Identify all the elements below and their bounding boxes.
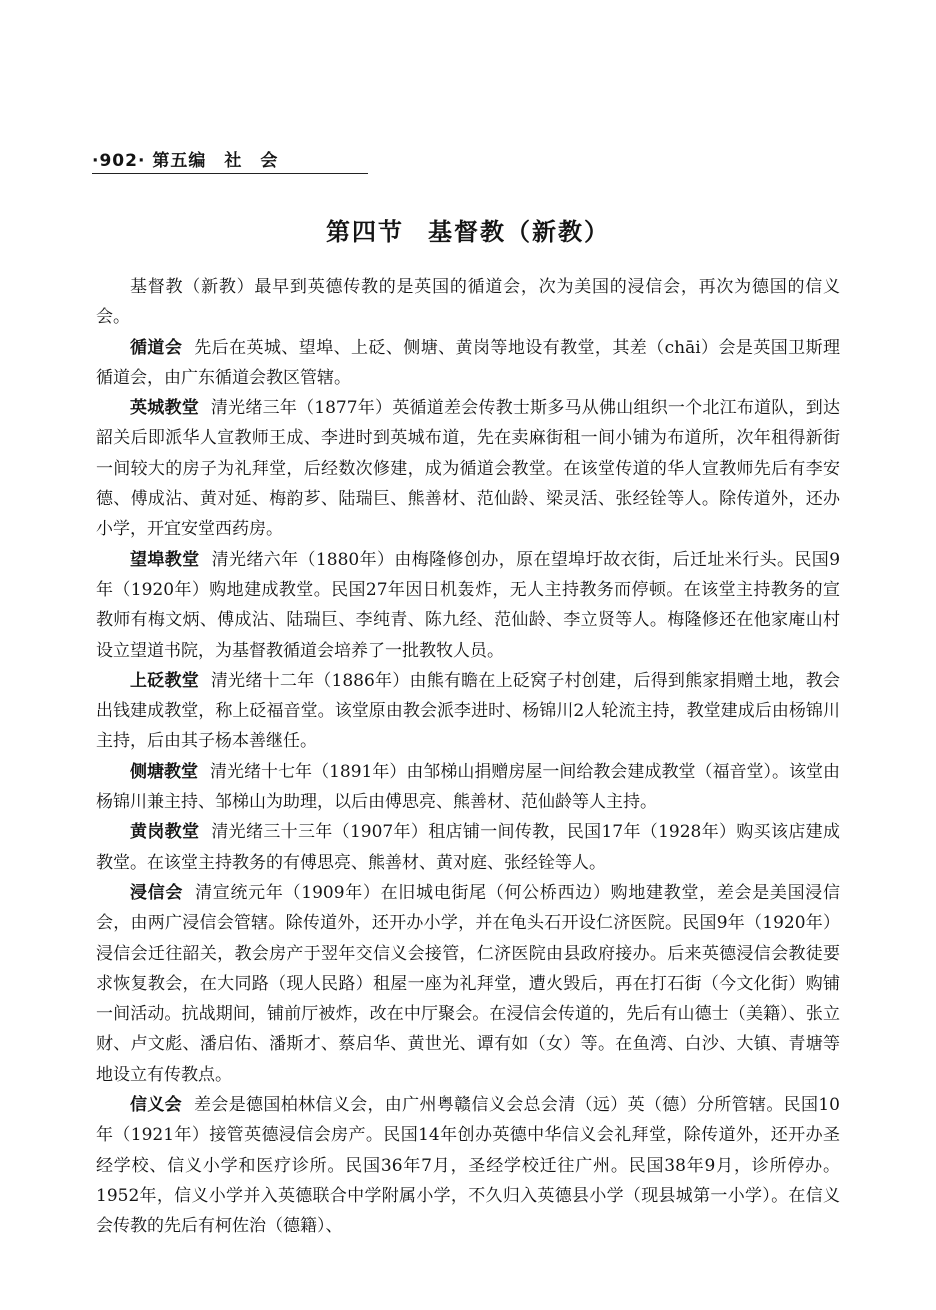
paragraph-text: 清光绪三年（1877年）英循道差会传教士斯多马从佛山组织一个北江布道队，到达韶关后即派华人宣教师王成、李进时到英城布道，先在卖麻街租一间小铺为布道所，次年租得新街一间较大的房子为礼拜堂，后经数次修建，成为循道会教堂。在该堂传道的华人宣教师先后有李安德、傅成沾、黄对延、梅韵芗、陆瑞巨、熊善材、范仙龄、梁灵活、张经铨等人。除传道外，还办小学，开宜安堂西药房。	[96, 398, 840, 540]
paragraph-cetang-church	[96, 757, 840, 818]
paragraph-methodist	[96, 333, 840, 394]
intro-paragraph	[96, 272, 840, 333]
paragraph-shangbian-church	[96, 666, 840, 757]
paragraph-wangbu-church	[96, 545, 840, 666]
paragraph-text: 差会是德国柏林信义会，由广州粤赣信义会总会清（远）英（德）分所管辖。民国10年（1921年）接管英德浸信会房产。民国14年创办英德中华信义会礼拜堂，除传道外，还开办圣经学校、信义小学和医疗诊所。民国36年7月，圣经学校迁往广州。民国38年9月，诊所停办。1952年，信义小学并入英德联合中学附属小学，不久归入英德县小学（现县城第一小学）。在信义会传教的先后有柯佐治（德籍）、	[96, 1095, 840, 1237]
paragraph-text: 清光绪十二年（1886年）由熊有瞻在上砭窝子村创建，后得到熊家捐赠土地，教会出钱建成教堂，称上砭福音堂。该堂原由教会派李进时、杨锦川2人轮流主持，教堂建成后由杨锦川主持，后由其子杨本善继任。	[96, 670, 840, 752]
paragraph-yingcheng-church	[96, 393, 840, 544]
paragraph-term: 上砭教堂	[130, 670, 199, 691]
page-number: ·902·	[92, 151, 146, 171]
paragraph-text: 先后在英城、望埠、上砭、侧塘、黄岗等地设有教堂，其差（chāi）会是英国卫斯理循道会，由广东循道会教区管辖。	[96, 337, 840, 388]
chapter-title: 第五编 社 会	[152, 151, 279, 171]
paragraph-lutheran	[96, 1090, 840, 1241]
paragraph-term: 侧塘教堂	[130, 761, 199, 782]
paragraph-term: 循道会	[130, 337, 183, 358]
paragraph-baptist	[96, 878, 840, 1090]
paragraph-term: 英城教堂	[130, 398, 199, 419]
paragraph-text: 基督教（新教）最早到英德传教的是英国的循道会，次为美国的浸信会，再次为德国的信义会。	[96, 277, 840, 328]
paragraph-term: 黄岗教堂	[130, 822, 200, 843]
header-rule	[92, 173, 368, 174]
section-heading	[0, 212, 936, 247]
section-number: 第四节	[326, 218, 404, 246]
paragraph-term: 浸信会	[130, 882, 184, 903]
section-title: 基督教（新教）	[428, 218, 610, 246]
paragraph-term: 望埠教堂	[130, 549, 200, 570]
paragraph-text: 清光绪十七年（1891年）由邹梯山捐赠房屋一间给教会建成教堂（福音堂）。该堂由杨锦川兼主持、邹梯山为助理，以后由傅思亮、熊善材、范仙龄等人主持。	[96, 761, 841, 813]
paragraph-text: 清光绪三十三年（1907年）租店铺一间传教，民国17年（1928年）购买该店建成教堂。在该堂主持教务的有傅思亮、熊善材、黄对庭、张经铨等人。	[96, 822, 840, 873]
running-header	[92, 146, 368, 171]
paragraph-text: 清宣统元年（1909年）在旧城电街尾（何公桥西边）购地建教堂，差会是美国浸信会，由两广浸信会管辖。除传道外，还开办小学，并在龟头石开设仁济医院。民国9年（1920年）浸信会迁往韶关，教会房产于翌年交信义会接管，仁济医院由县政府接办。后来英德浸信会教徒要求恢复教会，在大同路（现人民路）租屋一座为礼拜堂，遭火毁后，再在打石街（今文化街）购铺一间活动。抗战期间，铺前厅被炸，改在中厅聚会。在浸信会传道的，先后有山德士（美籍）、张立财、卢文彪、潘启佑、潘斯才、蔡启华、黄世光、谭有如（女）等。在鱼湾、白沙、大镇、青塘等地设立有传教点。	[96, 882, 841, 1085]
paragraph-term: 信义会	[130, 1095, 183, 1116]
body-text	[96, 272, 840, 1242]
paragraph-huanggang-church	[96, 817, 840, 878]
paragraph-text: 清光绪六年（1880年）由梅隆修创办，原在望埠圩故衣街，后迁址米行头。民国9年（1920年）购地建成教堂。民国27年因日机轰炸，无人主持教务而停顿。在该堂主持教务的宣教师有梅文炳、傅成沾、陆瑞巨、李纯青、陈九经、范仙龄、李立贤等人。梅隆修还在他家庵山村设立望道书院，为基督教循道会培养了一批教牧人员。	[96, 549, 841, 661]
